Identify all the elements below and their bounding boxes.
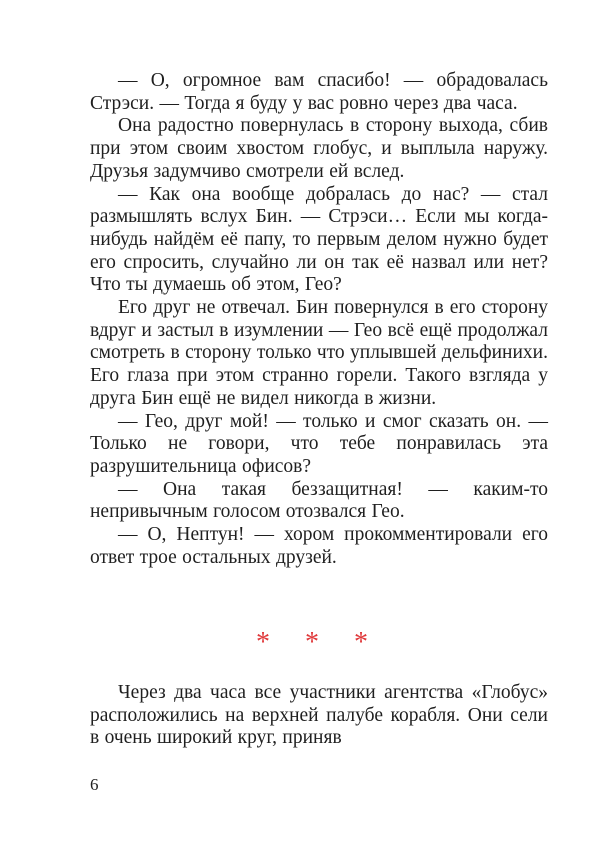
page-body (90, 70, 548, 749)
paragraph: — Гео, друг мой! — только и смог сказать он. — Только не говори, что тебе понравилась эта разрушительница офисов? (90, 410, 548, 477)
paragraph: Через два часа все участники агентства «Глобус» расположились на верхней палубе корабля. Они сели в очень широкий круг, приняв (90, 682, 548, 749)
paragraph: — Она такая беззащитная! — каким-то непривычным голосом отозвался Гео. (90, 478, 548, 523)
paragraph: — О, Нептун! — хором прокомментировали его ответ трое остальных друзей. (90, 524, 548, 568)
page-number: 6 (90, 775, 99, 794)
paragraph: Она радостно повернулась в сторону выхода, сбив при этом своим хвостом глобус, и выплыла наружу. Друзья задумчиво смотрели ей вслед. (90, 115, 548, 182)
paragraph: — Как она вообще добралась до нас? — стал размышлять вслух Бин. — Стрэси… Если мы когда-нибудь найдём её папу, то первым делом нужно будет его спросить, случайно ли он так её назвал или нет? Что ты думаешь об этом, Гео? (90, 183, 548, 296)
section-separator: * * * (256, 627, 382, 658)
paragraph: — О, огромное вам спасибо! — обрадовалась Стрэси. — Тогда я буду у вас ровно через два часа. (90, 70, 548, 114)
next-section (90, 682, 548, 750)
paragraph: Его друг не отвечал. Бин повернулся в его сторону вдруг и застыл в изумлении — Гео всё ещё продолжал смотреть в сторону только что уплывшей дельфинихи. Его глаза при этом странно горели. Такого взгляда у друга Бин ещё не видел никогда в жизни. (90, 297, 548, 409)
